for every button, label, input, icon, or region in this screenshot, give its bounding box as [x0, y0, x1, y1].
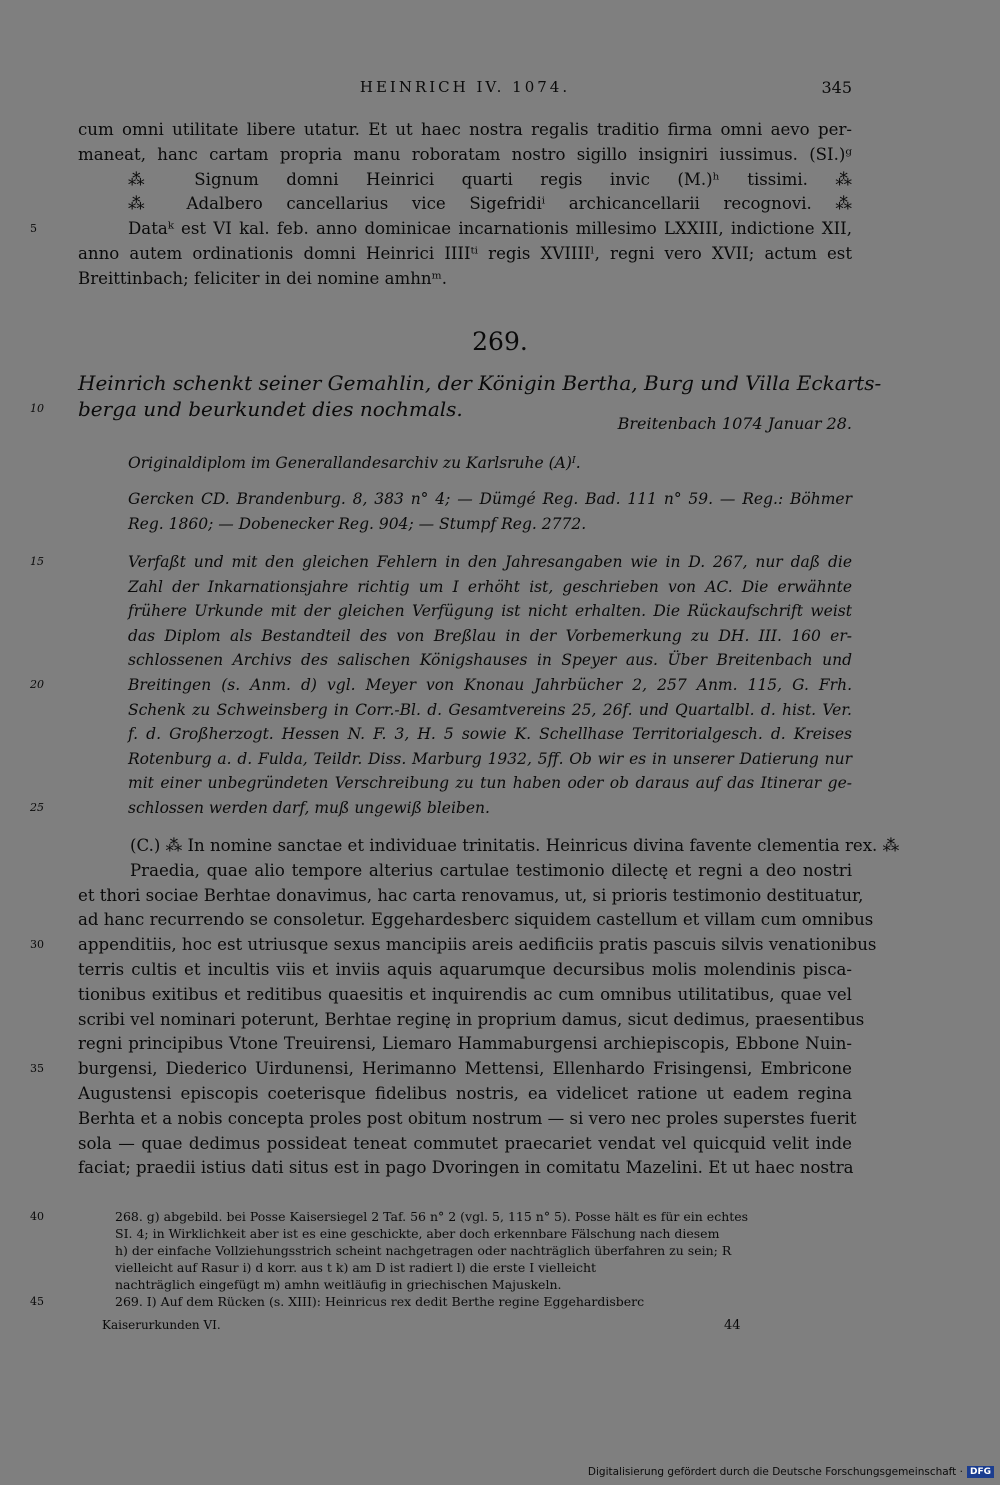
text-line — [78, 908, 874, 933]
text-line — [78, 1008, 865, 1033]
text-line — [30, 217, 852, 242]
source-line — [128, 451, 852, 476]
line-text: appenditiis, hoc est utriusque sexus mancipiis areis aedificiis pratis pascuis silvis venationibus — [78, 935, 877, 955]
text-line — [78, 192, 852, 217]
line-text: scribi vel nominari poterunt, Berhtae reginę in proprium damus, sicut dedimus, praesentibus — [78, 1009, 865, 1029]
commentary-line — [128, 722, 852, 747]
line-text: Dataᵏ est VI kal. feb. anno dominicae incarnationis millesimo LXXIII, indictione XII, — [128, 219, 852, 239]
line-text: maneat, hanc cartam propria manu roboratam nostro sigillo insigniri iussimus. (SI.)ᵍ — [78, 144, 852, 164]
footnote-line — [30, 1293, 852, 1310]
line-text: Zahl der Inkarnationsjahre richtig um I erhöht ist, geschrieben von AC. Die erwähnte — [128, 577, 852, 596]
previous-document-end — [30, 118, 852, 292]
line-number: 20 — [30, 677, 44, 691]
line-text: schlossen werden darf, muß ungewiß bleiben. — [128, 798, 490, 817]
commentary-line — [128, 698, 852, 723]
text-line — [78, 958, 852, 983]
line-text: Gercken CD. Brandenburg. 8, 383 n° 4; — Dümgé Reg. Bad. 111 n° 59. — Reg.: Böhmer — [128, 490, 852, 508]
source-references — [128, 487, 852, 536]
line-text: h) der einfache Vollziehungsstrich scheint nachgetragen oder nachträglich überfahren zu sein; R — [115, 1243, 732, 1258]
dfg-logo: DFG — [967, 1466, 994, 1478]
line-text: Breittinbach; feliciter in dei nomine amhnᵐ. — [78, 268, 448, 288]
commentary-line — [128, 747, 852, 772]
line-text: ⁂ Signum domni Heinrici quarti regis invic (M.)ʰ tissimi. ⁂ — [128, 169, 852, 189]
line-text: mit einer unbegründeten Verschreibung zu tun haben oder ob daraus auf das Itinerar ge- — [128, 774, 852, 793]
document-number: 269. — [472, 327, 528, 356]
footnote-line — [115, 1225, 852, 1242]
line-text: Reg. 1860; — Dobenecker Reg. 904; — Stumpf Reg. 2772. — [128, 514, 587, 533]
reference-line — [128, 512, 852, 537]
text-line — [78, 1107, 857, 1132]
line-text: ⁂ Adalbero cancellarius vice Sigefridiⁱ archicancellarii recognovi. ⁂ — [128, 194, 852, 214]
text-line — [78, 242, 852, 267]
line-text: ad hanc recurrendo se consoletur. Eggehardesberc siquidem castellum et villam cum omnibus — [78, 910, 874, 930]
footnote-line — [115, 1276, 852, 1293]
line-text: Praedia, quae alio tempore alterius cartulae testimonio dilectę et regni a deo nostri — [130, 860, 852, 880]
text-line — [78, 1132, 852, 1157]
text-line — [78, 267, 852, 292]
text-line — [78, 1082, 852, 1107]
line-text: schlossenen Archivs des salischen Königshauses in Speyer aus. Über Breitenbach und — [128, 651, 852, 670]
line-text: Breitingen (s. Anm. d) vgl. Meyer von Knonau Jahrbücher 2, 257 Anm. 115, G. Frh. — [128, 675, 852, 694]
line-text: 269. I) Auf dem Rücken (s. XIII): Heinricus rex dedit Berthe regine Eggehardisberc — [115, 1294, 645, 1309]
line-text: berga und beurkundet dies nochmals. — [78, 397, 463, 421]
line-text: Heinrich schenkt seiner Gemahlin, der Königin Bertha, Burg und Villa Eckarts- — [78, 371, 882, 395]
page-header — [78, 78, 852, 102]
line-text: Schenk zu Schweinsberg in Corr.-Bl. d. Gesamtvereins 25, 26f. und Quartalbl. d. hist. Ver. — [128, 700, 852, 719]
line-text: faciat; praedii istius dati situs est in pago Dvoringen in comitatu Mazelini. Et ut haec nostra — [78, 1158, 854, 1178]
date-place: Breitenbach 1074 Januar 28. — [617, 414, 852, 433]
footnote-line — [30, 1208, 852, 1225]
line-text: (C.) ⁂ In nomine sanctae et individuae trinitatis. Heinricus divina favente clementia rex. ⁂ — [130, 836, 900, 855]
commentary-line — [128, 624, 852, 649]
line-text: et thori sociae Berhtae donavimus, hac carta renovamus, ut, si prioris testimonio destituatur, — [78, 885, 864, 905]
text-line — [78, 983, 852, 1008]
reference-line — [128, 487, 852, 512]
line-text: frühere Urkunde mit der gleichen Verfügung ist nicht erhalten. Die Rückaufschrift weist — [128, 602, 852, 621]
credit-text: Digitalisierung gefördert durch die Deutsche Forschungsgemeinschaft · — [587, 1466, 963, 1478]
line-text: regni principibus Vtone Treuirensi, Liemaro Hammaburgensi archiepiscopis, Ebbone Nuin- — [78, 1034, 852, 1054]
line-text: anno autem ordinationis domni Heinrici IIIIᵗⁱ regis XVIIIIˡ, regni vero XVII; actum est — [78, 243, 852, 263]
line-text: tionibus exitibus et reditibus quaesitis et inquirendis ac cum omnibus utilitatibus, quae vel — [78, 984, 852, 1004]
summary-line — [78, 370, 882, 396]
line-text: Verfaßt und mit den gleichen Fehlern in den Jahresangaben wie in D. 267, nur daß die — [128, 553, 852, 571]
commentary-line — [128, 648, 852, 673]
line-text: burgensi, Diederico Uirdunensi, Herimanno Mettensi, Ellenhardo Frisingensi, Embricone — [78, 1059, 852, 1079]
running-title: HEINRICH IV. 1074. — [359, 78, 571, 96]
line-text: terris cultis et incultis viis et inviis aquis aquarumque decursibus molis molendinis pisca- — [78, 959, 852, 979]
line-number: 30 — [30, 938, 44, 952]
text-line — [30, 933, 877, 958]
line-text: f. d. Großherzogt. Hessen N. F. 3, H. 5 sowie K. Schellhase Territorialgesch. d. Kreises — [128, 725, 852, 744]
commentary-line — [30, 673, 852, 698]
line-text: Augustensi episcopis coeterisque fidelibus nostris, ea videlicet ratione ut eadem regina — [78, 1083, 852, 1103]
text-line — [78, 834, 900, 859]
line-number: 15 — [30, 555, 44, 568]
line-text: vielleicht auf Rasur i) d korr. aus t k) am D ist radiert l) die erste I vielleicht — [115, 1260, 597, 1275]
text-line — [78, 168, 852, 193]
line-number: 40 — [30, 1210, 44, 1223]
text-line — [30, 1057, 852, 1082]
line-text: Rotenburg a. d. Fulda, Teildr. Diss. Marburg 1932, 5ff. Ob wir es in unserer Datierung nur — [128, 749, 852, 768]
line-text: cum omni utilitate libere utatur. Et ut haec nostra regalis traditio firma omni aevo per- — [78, 120, 852, 139]
line-text: nachträglich eingefügt m) amhn weitläufig in griechischen Majuskeln. — [115, 1277, 562, 1292]
line-number: 45 — [30, 1295, 44, 1308]
text-line — [78, 143, 852, 168]
text-line — [78, 118, 852, 143]
line-text: das Diplom als Bestandteil des von Breßlau in der Vorbemerkung zu DH. III. 160 er- — [128, 626, 852, 645]
line-number: 5 — [30, 222, 37, 236]
commentary-line — [30, 550, 852, 575]
text-line — [78, 884, 864, 909]
commentary-line — [128, 599, 852, 624]
charter-text — [30, 834, 900, 1181]
source-original — [128, 451, 852, 476]
text-line — [78, 859, 852, 884]
line-text: Originaldiplom im Generallandesarchiv zu Karlsruhe (A)ᴵ. — [128, 454, 581, 472]
line-number: 35 — [30, 1062, 44, 1076]
line-number: 25 — [30, 800, 44, 814]
text-line — [78, 1156, 852, 1181]
page-number: 345 — [821, 78, 852, 97]
text-line — [78, 1032, 852, 1057]
commentary-line — [30, 796, 852, 821]
line-text: Berhta et a nobis concepta proles post obitum nostrum — si vero nec proles superstes fuerit — [78, 1108, 857, 1128]
line-text: SI. 4; in Wirklichkeit aber ist es eine geschickte, aber doch erkennbare Fälschung nach diesem — [115, 1226, 720, 1241]
line-text: 268. g) abgebild. bei Posse Kaisersiegel 2 Taf. 56 n° 2 (vgl. 5, 115 n° 5). Posse hält es für ein echtes — [115, 1209, 749, 1224]
signature-mark: Kaiserurkunden VI. — [102, 1318, 221, 1332]
footnote-line — [115, 1242, 852, 1259]
footnote-line — [115, 1259, 852, 1276]
digitization-credit — [588, 1466, 994, 1478]
editorial-commentary — [30, 550, 852, 821]
footnotes — [30, 1208, 852, 1310]
commentary-line — [128, 575, 852, 600]
line-number: 10 — [30, 402, 44, 415]
commentary-line — [128, 771, 852, 796]
line-text: sola — quae dedimus possideat teneat commutet praecariet vendat vel quicquid velit inde — [78, 1133, 852, 1153]
sheet-number: 44 — [724, 1318, 741, 1333]
